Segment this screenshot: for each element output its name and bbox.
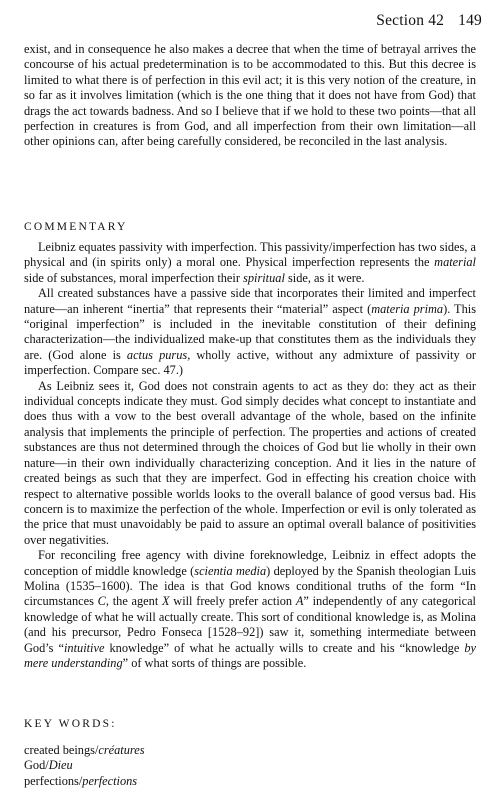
commentary-paragraph-3: As Leibniz sees it, God does not constrain agents to act as they do: they act as their individual concepts indicate they must. God simply decides what concept to instantiate and does thus with a vow to the best overall advantage of the whole, based on the infinite analysis that implements the principle of perfection. The properties and actions of created substances are thus not determined through the choices of God but lie wholly in their own nature—in their own individually characterizing conception. And it lies in the nature of created beings as such that they are imperfect. God in effecting his creation choice with respect to alternative possible worlds looks to the overall balance of good versus bad. His concern is to maximize the perfection of the whole. Imperfection or evil is only tolerated as the price that must unavoidably be paid to assure an optimal overall balance of positivities over negativities.: [24, 378, 476, 547]
italic-run: scientia media: [194, 563, 267, 578]
text-run: Leibniz equates passivity with imperfection. This passivity/imperfection has two sides, a physical and (in spirits only) a moral one. Physical imperfection represents the: [24, 240, 476, 270]
italic-run: actus purus: [126, 347, 188, 362]
text-run: knowledge” of what he actually wills to create and his “knowledge: [104, 640, 465, 655]
commentary-paragraph-1: [24, 240, 476, 286]
text-run: All created substances have a passive side that incorporates their limited and imperfect nature—an inherent “inertia” that represents their “material” aspect (: [24, 286, 476, 316]
section-label: Section 42: [376, 12, 445, 29]
text-run: ). This “original imperfection” is included in the inevitable constitution of their defining characterization—the individualized make-up that constitutes them as the individuals they are. (God alone is: [24, 301, 477, 362]
italic-run: spiritual: [243, 270, 285, 285]
intro-paragraph: exist, and in consequence he also makes a decree that when the time of betrayal arrives the concourse of his actual predetermination is to be accommodated to this. But this decree is limited to what there is of perfection in this evil act; it is this very notion of the creature, in so far as it involves limitation (which is the one thing that it does not have from God) that drags the act towards badness. And so I believe that if we hold to these two points—that all perfection in creatures is from God, and all imperfection from their own limitation—all other opinions can, after being carefully considered, be reconciled in the last analysis.: [24, 42, 476, 149]
key-word-english: perfections/: [24, 773, 83, 788]
key-words-section: [24, 717, 145, 789]
quoted-text-block: [24, 42, 476, 150]
key-words-list: [24, 743, 145, 789]
text-run: ) deployed by the Spanish theologian Luis Molina (1535–1600). The idea is that God knows conditional truths of the form “In circumstances: [24, 563, 476, 609]
text-run: will freely prefer action: [169, 594, 296, 609]
key-word-french: perfections: [82, 773, 138, 788]
text-run: ” of what sorts of things are possible.: [122, 655, 307, 670]
commentary-paragraph-2: [24, 286, 476, 378]
italic-run: A: [295, 594, 304, 609]
key-word-item: [24, 743, 145, 758]
commentary-heading: COMMENTARY: [24, 221, 128, 233]
key-word-english: God/: [24, 758, 49, 773]
text-run: For reconciling free agency with divine foreknowledge, Leibniz in effect adopts the conception of middle knowledge (: [24, 548, 476, 578]
text-run: , the agent: [105, 594, 162, 609]
commentary-paragraph-4: [24, 548, 476, 671]
key-word-french: Dieu: [48, 758, 73, 773]
italic-run: intuitive: [64, 640, 105, 655]
key-word-item: [24, 774, 145, 789]
text-run: ” independently of any categorical knowledge of what he will actually create. This sort of conditional knowledge is, as Molina (and his precursor, Pedro Fonseca [1528–92]) saw it, something intermediate between God’s “: [24, 594, 476, 655]
text-run: side, as it were.: [284, 270, 365, 285]
running-header: [376, 12, 482, 30]
page-number: 149: [458, 12, 482, 29]
key-word-english: created beings/: [24, 743, 99, 757]
text-run: side of substances, moral imperfection their: [24, 270, 244, 285]
key-word-item: [24, 758, 145, 773]
italic-run: X: [162, 594, 170, 609]
italic-run: material: [434, 255, 476, 270]
italic-run: C: [97, 594, 106, 609]
text-run: , wholly active, without any admixture of passivity or imperfection. Compare sec. 47.): [24, 347, 477, 378]
key-word-french: créatures: [98, 743, 145, 757]
key-words-heading: KEY WORDS:: [24, 718, 117, 730]
commentary-section: [24, 220, 476, 671]
italic-run: materia prima: [371, 301, 444, 316]
italic-run: by mere understanding: [24, 640, 476, 670]
